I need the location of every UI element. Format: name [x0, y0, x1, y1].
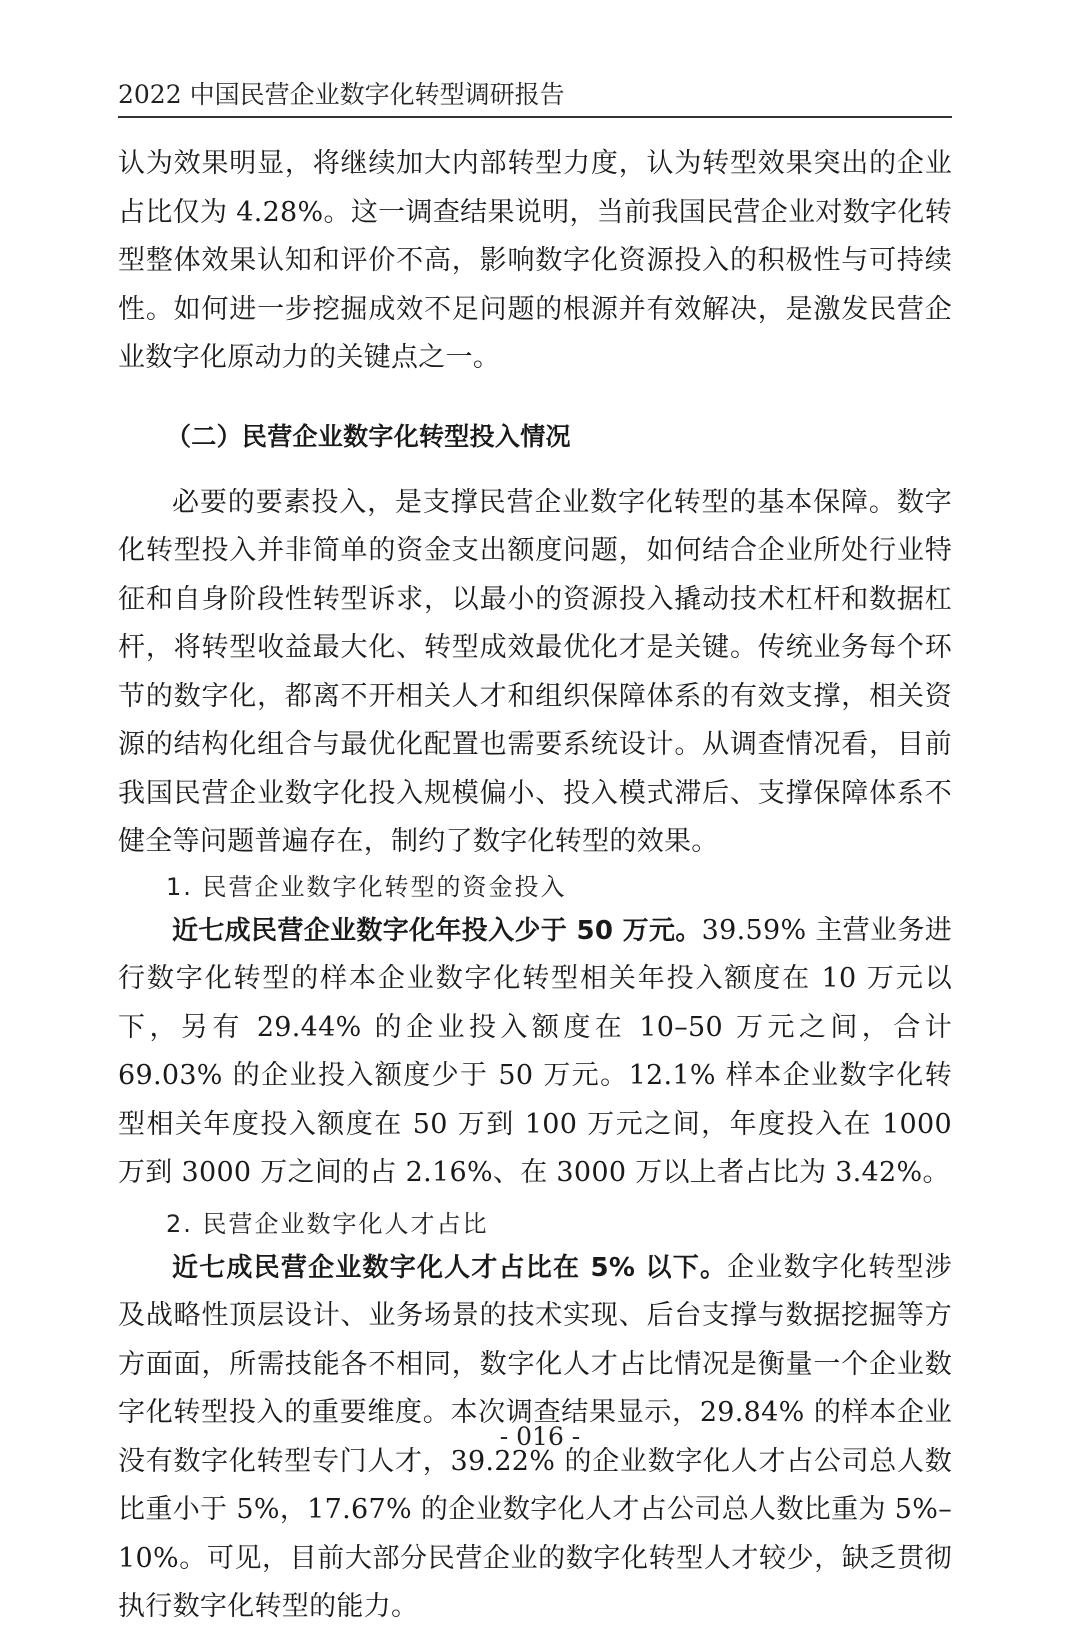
section-heading: （二）民营企业数字化转型投入情况: [166, 421, 571, 451]
page-number: - 016 -: [499, 1422, 581, 1451]
paragraph-funding: [118, 907, 952, 1198]
header-rule: [118, 116, 952, 118]
paragraph-text-funding: 39.59% 主营业务进行数字化转型的样本企业数字化转型相关年投入额度在 10 万元以下，另有 29.44% 的企业投入额度在 10–50 万元之间，合计 69.03% 的企业投入额度少于 50 万元。12.1% 样本企业数字化转型相关年度投入额度在 50 万到 100 万元之间，年度投入在 1000 万到 3000 万之间的占 2.16%、在 3000 万以上者占比为 3.42%。: [118, 914, 952, 1188]
paragraph-text-talent: 企业数字化转型涉及战略性顶层设计、业务场景的技术实现、后台支撑与数据挖掘等方方面面，所需技能各不相同，数字化人才占比情况是衡量一个企业数字化转型投入的重要维度。本次调查结果显示，29.84% 的样本企业没有数字化转型专门人才，39.22% 的企业数字化人才占公司总人数比重小于 5%，17.67% 的企业数字化人才占公司总人数比重为 5%–10%。可见，目前大部分民营企业的数字化转型人才较少，缺乏贯彻执行数字化转型的能力。: [118, 1251, 952, 1622]
subsection-heading-talent: 2. 民营企业数字化人才占比: [166, 1209, 489, 1238]
paragraph-investment-intro: 必要的要素投入，是支撑民营企业数字化转型的基本保障。数字化转型投入并非简单的资金支出额度问题，如何结合企业所处行业特征和自身阶段性转型诉求，以最小的资源投入撬动技术杠杆和数据杠杆，将转型收益最大化、转型成效最优化才是关键。传统业务每个环节的数字化，都离不开相关人才和组织保障体系的有效支撑，相关资源的结构化组合与最优化配置也需要系统设计。从调查情况看，目前我国民营企业数字化投入规模偏小、投入模式滞后、支撑保障体系不健全等问题普遍存在，制约了数字化转型的效果。: [118, 486, 952, 857]
page-body: [118, 140, 952, 1632]
paragraph-continued: 认为效果明显，将继续加大内部转型力度，认为转型效果突出的企业占比仅为 4.28%。这一调查结果说明，当前我国民营企业对数字化转型整体效果认知和评价不高，影响数字化资源投入的积极性与可持续性。如何进一步挖掘成效不足问题的根源并有效解决，是激发民营企业数字化原动力的关键点之一。: [118, 148, 952, 373]
paragraph-lead-funding: 近七成民营企业数字化年投入少于 50 万元。: [172, 915, 702, 946]
running-header: 2022 中国民营企业数字化转型调研报告: [118, 80, 565, 109]
subsection-heading-funding: 1. 民营企业数字化转型的资金投入: [166, 872, 567, 901]
paragraph-lead-talent: 近七成民营企业数字化人才占比在 5% 以下。: [172, 1252, 728, 1283]
